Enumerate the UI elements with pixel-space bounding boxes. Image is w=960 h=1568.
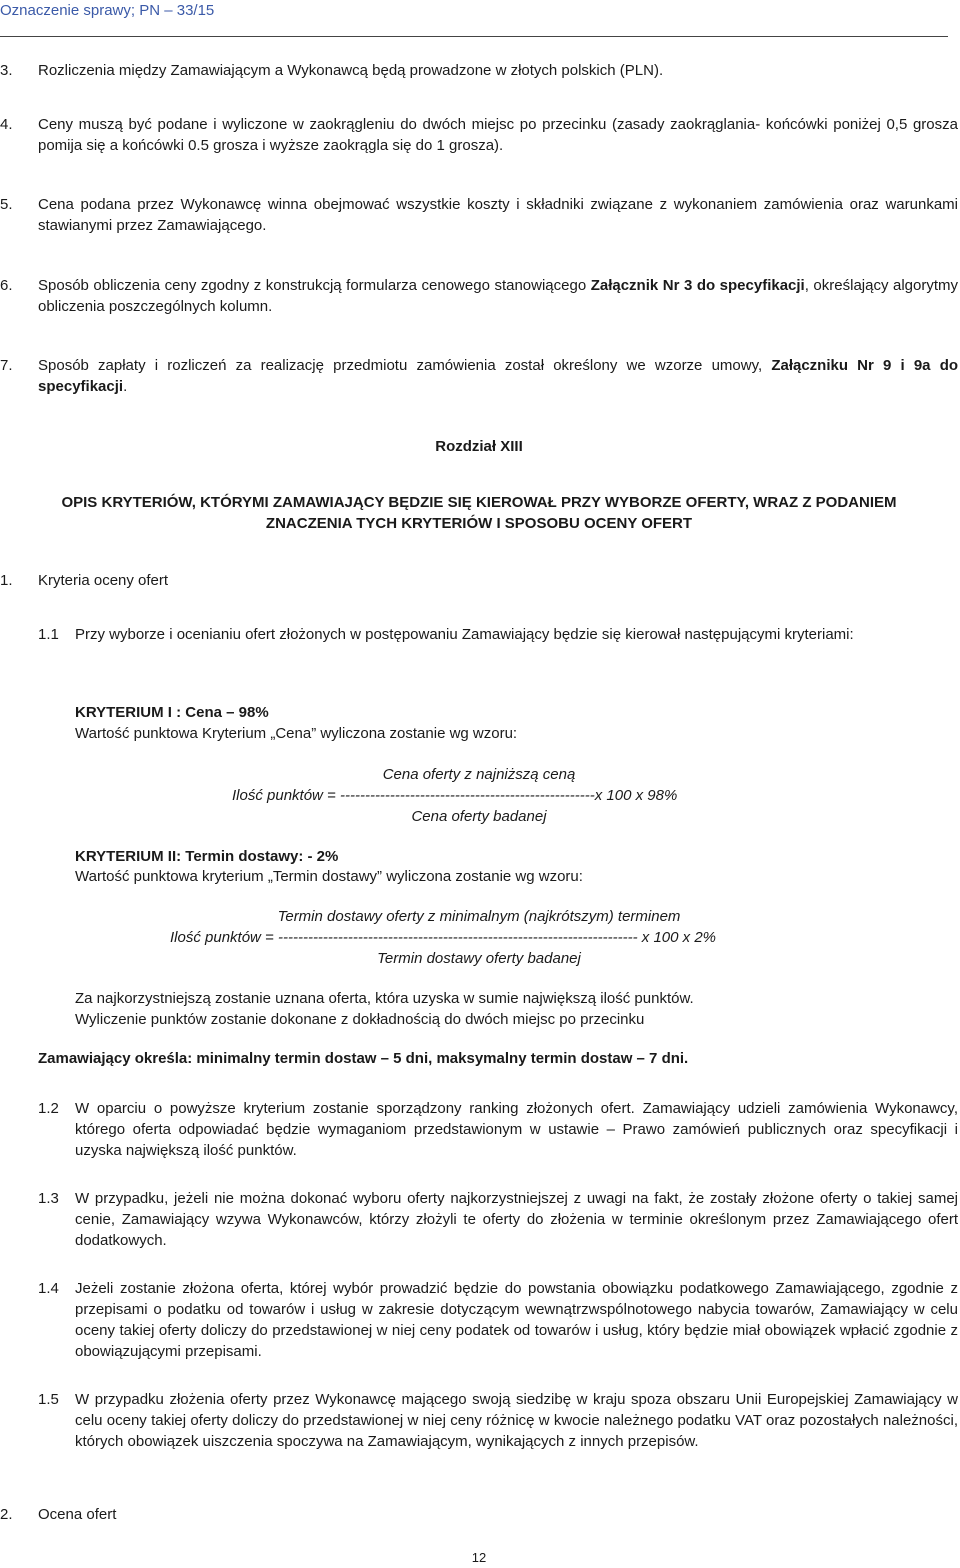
item-number: 4. (0, 116, 13, 133)
criterion-1-formula: Ilość punktów = ---------------------------------------------------x 100 x 98% (232, 787, 678, 804)
section-2-title (0, 1504, 958, 1525)
page-number: 12 (471, 1550, 487, 1565)
criterion-2-formula: Ilość punktów = ------------------------------------------------------------------------ x 100 x 2% (170, 929, 716, 946)
criterion-2-numerator: Termin dostawy oferty z minimalnym (najkrótszym) terminem (277, 908, 681, 925)
subsection-text: Jeżeli zostanie złożona oferta, której wybór prowadzić będzie do powstania obowiązku podatkowego Zamawiającego, zgodnie z przepisami o podatku od towarów i usług w zakresie dotyczącym wewnątrzwspólnotowego nabycia towarów, Zamawiający w celu oceny takiej oferty doliczy do przedstawionej w niej ceny podatek od towarów i usług, który będzie miał obowiązek wpłacić zgodnie z obowiązującymi przepisami. (75, 1280, 958, 1360)
subsection-number: 1.5 (38, 1391, 59, 1408)
section-number: 2. (0, 1506, 13, 1523)
header-rule (0, 36, 948, 37)
item-5 (0, 194, 958, 236)
item-4 (0, 114, 958, 156)
annex-reference: Załączniku Nr 9 i 9a do specyfikacji (38, 357, 959, 395)
item-text-tail: . (123, 378, 128, 395)
section-title: Kryteria oceny ofert (38, 572, 169, 589)
criterion-2-description: Wartość punktowa kryterium „Termin dostawy” wyliczona zostanie wg wzoru: (75, 868, 583, 885)
criterion-1-denominator: Cena oferty badanej (411, 808, 547, 825)
section-number: 1. (0, 572, 13, 589)
item-number: 5. (0, 196, 13, 213)
delivery-terms: Zamawiający określa: minimalny termin dostaw – 5 dni, maksymalny termin dostaw – 7 dni. (38, 1050, 689, 1067)
item-text: Sposób zapłaty i rozliczeń za realizację przedmiotu zamówienia został określony we wzorze umowy, (38, 357, 772, 374)
scoring-note: Za najkorzystniejszą zostanie uznana oferta, która uzyska w sumie największą ilość punktów. (75, 990, 694, 1007)
subsection-text: W przypadku złożenia oferty przez Wykonawcę mającego swoją siedzibę w kraju spoza obszaru Unii Europejskiej Zamawiający w celu oceny takiej oferty doliczy do przedstawionej w niej ceny różnicę w kwocie należnego podatku VAT oraz pozostałych należności, których obowiązek uiszczenia spoczywa na Zamawiającym, wynikających z innych przepisów. (75, 1391, 958, 1450)
item-text: Ceny muszą być podane i wyliczone w zaokrągleniu do dwóch miejsc po przecinku (zasady zaokrąglania- końcówki poniżej 0,5 grosza pomija się a końcówki 0.5 grosza i wyższe zaokrągla się do 1 grosza). (38, 116, 958, 154)
subsection-number: 1.3 (38, 1190, 59, 1207)
chapter-title: Rozdział XIII (435, 438, 523, 455)
criterion-1-title: KRYTERIUM I : Cena – 98% (75, 704, 269, 721)
annex-reference: Załącznik Nr 3 do specyfikacji (590, 277, 805, 294)
item-6 (0, 275, 958, 317)
criterion-2-denominator: Termin dostawy oferty badanej (377, 950, 581, 967)
item-text-tail: , określający algorytmy obliczenia poszczególnych kolumn. (38, 277, 958, 315)
item-3 (0, 60, 958, 81)
subsection-number: 1.2 (38, 1100, 59, 1117)
item-number: 7. (0, 357, 13, 374)
item-7 (0, 355, 958, 397)
chapter-heading: OPIS KRYTERIÓW, KTÓRYMI ZAMAWIAJĄCY BĘDZIE SIĘ KIEROWAŁ PRZY WYBORZE OFERTY, WRAZ Z PODANIEM ZNACZENIA TYCH KRYTERIÓW I SPOSOBU OCENY OFERT (61, 494, 897, 532)
subsection-text: W oparciu o powyższe kryterium zostanie sporządzony ranking złożonych ofert. Zamawiający udzieli zamówienia Wykonawcy, którego oferta odpowiadać będzie wymaganiom przedstawionym w ustawie – Prawo zamówień publicznych oraz specyfikacji i uzyska największą ilość punktów. (75, 1100, 958, 1159)
item-text: Sposób obliczenia ceny zgodny z konstrukcją formularza cenowego stanowiącego (38, 277, 591, 294)
item-text: Rozliczenia między Zamawiającym a Wykonawcą będą prowadzone w złotych polskich (PLN). (38, 62, 664, 79)
subsection-text: W przypadku, jeżeli nie można dokonać wyboru oferty najkorzystniejszej z uwagi na fakt, że zostały złożone oferty o takiej samej cenie, Zamawiający wzywa Wykonawców, którzy złożyli te oferty do złożenia w terminie określonym przez Zamawiającego ofert dodatkowych. (75, 1190, 958, 1249)
criterion-1-numerator: Cena oferty z najniższą ceną (382, 766, 576, 783)
subsection-text: Przy wyborze i ocenianiu ofert złożonych w postępowaniu Zamawiający będzie się kierował następującymi kryteriami: (75, 626, 854, 643)
subsection-number: 1.1 (38, 626, 59, 643)
case-reference: Oznaczenie sprawy; PN – 33/15 (0, 2, 215, 19)
item-number: 3. (0, 62, 13, 79)
subsection-number: 1.4 (38, 1280, 59, 1297)
section-title: Ocena ofert (38, 1506, 117, 1523)
criterion-1-description: Wartość punktowa Kryterium „Cena” wyliczona zostanie wg wzoru: (75, 725, 518, 742)
section-1-title (0, 570, 958, 591)
item-text: Cena podana przez Wykonawcę winna obejmować wszystkie koszty i składniki związane z wykonaniem zamówienia oraz warunkami stawianymi przez Zamawiającego. (38, 196, 958, 234)
item-number: 6. (0, 277, 13, 294)
precision-note: Wyliczenie punktów zostanie dokonane z dokładnością do dwóch miejsc po przecinku (75, 1011, 645, 1028)
criterion-2-title: KRYTERIUM II: Termin dostawy: - 2% (75, 848, 339, 865)
